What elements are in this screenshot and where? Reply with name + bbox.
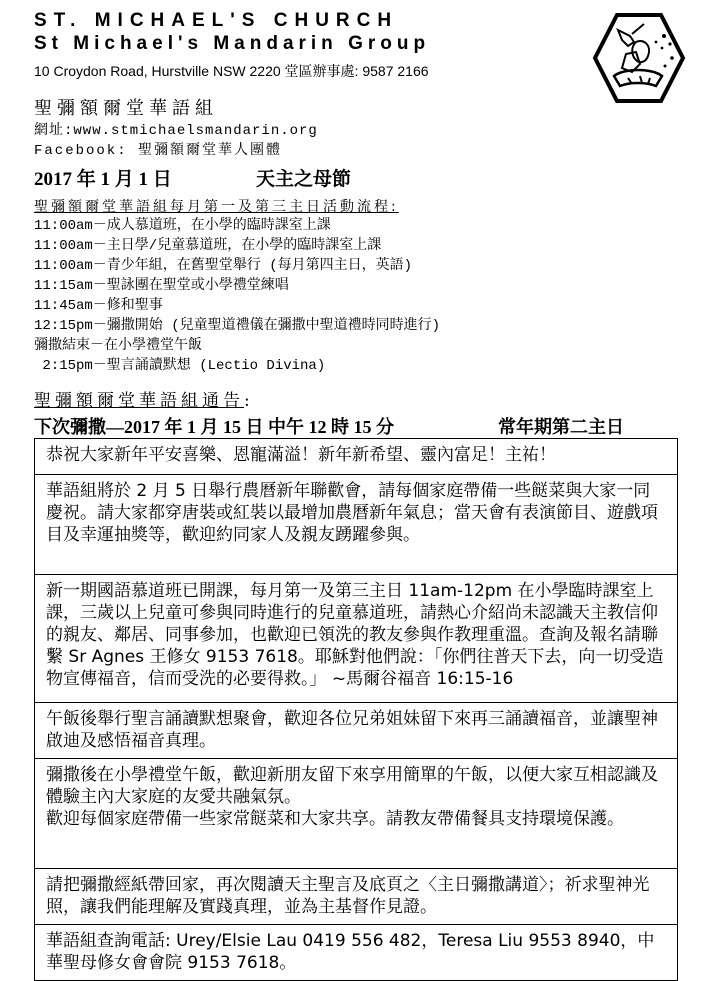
- ordinary-time-sunday: 常年期第二主日: [498, 417, 624, 437]
- schedule-item: 11:45am－修和聖事: [34, 298, 163, 314]
- notice-item: 請把彌撒經紙帶回家，再次閱讀天主聖言及底頁之〈主日彌撒講道〉；祈求聖神光照，讓我們能理解及實踐真理，並為主基督作見證。: [35, 869, 677, 925]
- schedule-list: [34, 216, 440, 376]
- facebook-line: Facebook: 聖彌額爾堂華人團體: [34, 143, 283, 159]
- next-mass-datetime: 下次彌撒—2017 年 1 月 15 日 中午 12 時 15 分: [34, 417, 394, 437]
- schedule-item: 2:15pm－聖言誦讀默想 (Lectio Divina): [34, 358, 326, 374]
- church-name: ST. MICHAEL'S CHURCH: [34, 10, 399, 31]
- schedule-item: 11:00am－主日學/兒童慕道班，在小學的臨時課室上課: [34, 238, 382, 254]
- notice-item: 午飯後舉行聖言誦讀默想聚會，歡迎各位兄弟姐妹留下來再三誦讀福音，並讓聖神啟迪及感悟福音真理。: [35, 703, 677, 759]
- notice-item: 新一期國語慕道班已開課，每月第一及第三主日 11am-12pm 在小學臨時課室上課，三歲以上兒童可參與同時進行的兒童慕道班，請熱心介紹尚未認識天主教信仰的親友、鄰居、同事參加，也歡迎已領洗的教友參與作教理重溫。查詢及報名請聯繫 Sr Agnes 王修女 9153 7618。耶穌對他們說：「你們往普天下去，向一切受造物宣傳福音，信而受洗的必要得救。」 ~馬爾谷福音 16:15-16: [35, 575, 677, 703]
- schedule-heading: 聖彌額爾堂華語組每月第一及第三主日活動流程:: [34, 199, 399, 215]
- schedule-item: 11:00am－青少年組，在舊聖堂舉行 (每月第四主日，英語): [34, 258, 413, 274]
- notice-potluck-text: 歡迎每個家庭帶備一些家常餸菜和大家共享。請教友帶備餐具支持環境保護。: [46, 809, 624, 829]
- date-line: [34, 164, 352, 191]
- schedule-item: 12:15pm－彌撒開始 (兒童聖道禮儀在彌撒中聖道禮時同時進行): [34, 318, 441, 334]
- schedule-item: 11:00am－成人慕道班，在小學的臨時課室上課: [34, 218, 331, 234]
- church-address: 10 Croydon Road, Hurstville NSW 2220 堂區辦事處: 9587 2166: [34, 63, 429, 79]
- notice-item: 華語組查詢電話: Urey/Elsie Lau 0419 556 482，Teresa Liu 9553 8940，中華聖母修女會會院 9153 7618。: [35, 925, 677, 981]
- notices-heading-colon: :: [244, 391, 254, 411]
- next-mass-line: [34, 413, 624, 439]
- notice-item: [35, 759, 677, 869]
- feast-name: 天主之母節: [256, 169, 352, 190]
- schedule-item: 11:15am－聖詠團在聖堂或小學禮堂練唱: [34, 278, 289, 294]
- st-michael-emblem-icon: [592, 12, 686, 104]
- notices-heading-text: 聖彌額爾堂華語組通告: [34, 391, 244, 411]
- group-chinese-name: 聖彌額爾堂華語組: [34, 98, 218, 119]
- schedule-item: 彌撒結束－在小學禮堂午飯: [34, 338, 202, 354]
- group-name: St Michael's Mandarin Group: [34, 33, 431, 54]
- notice-item: 華語組將於 2 月 5 日舉行農曆新年聯歡會，請每個家庭帶備一些餸菜與大家一同慶祝。請大家都穿唐裝或紅裝以最增加農曆新年氣息；當天會有表演節目、遊戲項目及幸運抽獎等，歡迎約同家人及親友踴躍參與。: [35, 475, 677, 575]
- notice-item: 恭祝大家新年平安喜樂、恩寵滿溢！新年新希望、靈內富足！主祐！: [35, 439, 677, 475]
- website-line: 網址:www.stmichaelsmandarin.org: [34, 123, 318, 139]
- bulletin-date: 2017 年 1 月 1 日: [34, 169, 172, 190]
- notices-heading: [34, 386, 254, 411]
- notice-lunch-text: 彌撒後在小學禮堂午飯，歡迎新朋友留下來享用簡單的午飯，以便大家互相認識及體驗主內大家庭的友愛共融氣氛。: [46, 765, 658, 807]
- notices-table: [34, 438, 678, 981]
